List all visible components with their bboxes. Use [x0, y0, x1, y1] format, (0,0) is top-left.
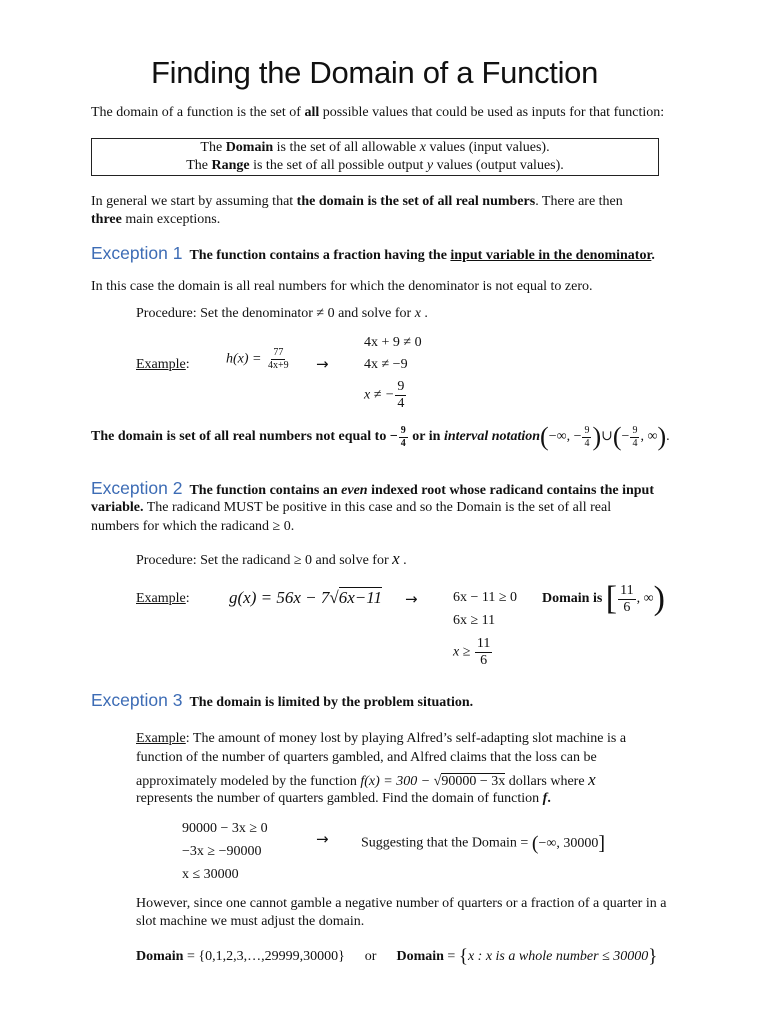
exception-2-step-1: 6x − 11 ≥ 0: [453, 590, 518, 605]
exception-1-step-1: 4x + 9 ≠ 0: [364, 335, 422, 350]
range-definition: The Range is the set of all possible output y values (output values).: [186, 158, 564, 173]
exception-2-step-2: 6x ≥ 11: [453, 613, 496, 628]
exception-1-arrow: →: [316, 355, 329, 373]
exception-2-heading: Exception 2 The function contains an even indexed root whose radicand contains the input: [91, 478, 654, 498]
exception-1-text: In this case the domain is all real numbers for which the denominator is not equal to zero.: [91, 279, 593, 294]
exception-1-step-2: 4x ≠ −9: [364, 357, 408, 372]
exception-1-example-label: Example:: [136, 357, 190, 372]
exception-3-label: Exception 3: [91, 690, 183, 710]
exception-3-however-line2: slot machine we must adjust the domain.: [136, 914, 365, 929]
exception-2-text-line1: variable. The radicand MUST be positive in this case and so the Domain is the set of all real: [91, 500, 612, 515]
exception-3-paragraph-line3: approximately modeled by the function f(x) = 300 − √90000 − 3x dollars where x: [136, 770, 596, 789]
exception-2-arrow: →: [405, 590, 418, 608]
intro-text: The domain of a function is the set of: [91, 105, 305, 120]
exception-3-paragraph-line1: Example: The amount of money lost by playing Alfred’s self-adapting slot machine is a: [136, 731, 627, 746]
domain-definition: The Domain is the set of all allowable x values (input values).: [200, 140, 550, 155]
exception-2-procedure: Procedure: Set the radicand ≥ 0 and solve for x .: [136, 549, 407, 568]
exception-1-procedure: Procedure: Set the denominator ≠ 0 and solve for x .: [136, 306, 428, 321]
exception-1-heading: Exception 1 The function contains a fraction having the input variable in the denominator.: [91, 243, 655, 263]
exception-3-however-line1: However, since one cannot gamble a negative number of quarters or a fraction of a quarter in a: [136, 896, 667, 911]
intro-bold: all: [304, 105, 320, 120]
exception-2-function: g(x) = 56x − 7√6x−11: [229, 588, 382, 607]
exception-3-suggestion: Suggesting that the Domain = (−∞, 30000]: [361, 832, 606, 854]
exception-1-label: Exception 1: [91, 243, 183, 263]
exception-2-domain: Domain is [ $\frac{11}{6}$ , ∞): [542, 580, 665, 617]
exception-2-step-3: x ≥ $\frac{11}{6}$: [453, 636, 491, 668]
general-paragraph-line1: In general we start by assuming that the domain is the set of all real numbers. There are then: [91, 194, 623, 209]
exception-1-interval: (−∞, − $\frac{9}{4}$ )∪(− $\frac{9}{4}$ , ∞).: [540, 422, 670, 451]
exception-3-paragraph-line4: represents the number of quarters gambled. Find the domain of function f.: [136, 791, 551, 806]
exception-1-result: The domain is set of all real numbers not equal to − $\frac{9}{4}$ or in interval notation(−∞, − $\frac{9}{4}$ )∪(− $\frac{9}{4}$ , ∞).: [91, 422, 670, 451]
exception-3-arrow: →: [316, 830, 329, 848]
definition-box: [91, 138, 659, 176]
exception-1-step-3: x ≠ − $\frac{9}{4}$: [364, 379, 405, 411]
exception-1-function: h(x) = $\frac{77}{4x+9}$: [226, 347, 289, 371]
page-title: Finding the Domain of a Function: [151, 55, 599, 90]
general-paragraph-line2: three main exceptions.: [91, 212, 221, 227]
exception-3-final-domain: Domain = {0,1,2,3,…,29999,30000} or Domain = {x : x is a whole number ≤ 30000}: [136, 946, 658, 967]
exception-3-heading: Exception 3 The domain is limited by the problem situation.: [91, 690, 474, 710]
exception-3-step-2: −3x ≥ −90000: [182, 844, 262, 859]
exception-2-example-label: Example:: [136, 591, 190, 606]
intro-paragraph: [91, 104, 664, 123]
exception-3-step-3: x ≤ 30000: [182, 867, 239, 882]
exception-2-text-line2: numbers for which the radicand ≥ 0.: [91, 519, 295, 534]
exception-2-label: Exception 2: [91, 478, 183, 498]
exception-3-step-1: 90000 − 3x ≥ 0: [182, 821, 268, 836]
exception-3-paragraph-line2: function of the number of quarters gambled, and Alfred claims that the loss can be: [136, 750, 597, 765]
intro-text-end: possible values that could be used as inputs for that function:: [319, 105, 665, 120]
